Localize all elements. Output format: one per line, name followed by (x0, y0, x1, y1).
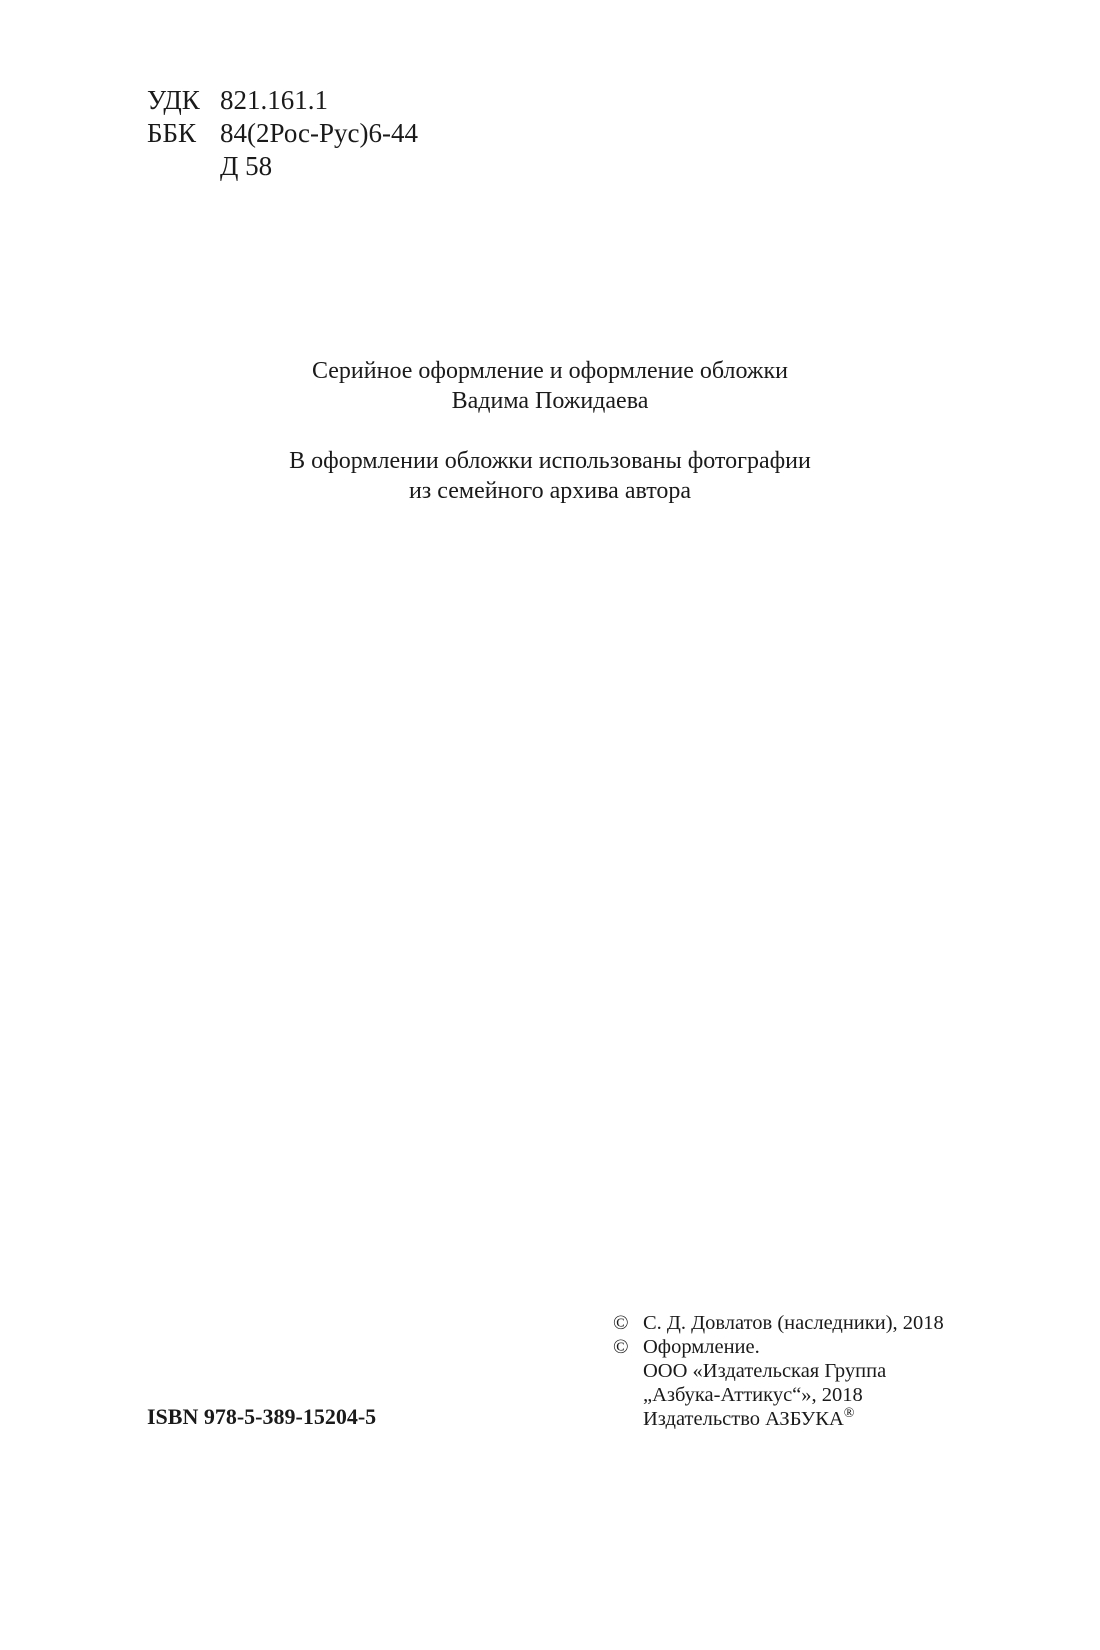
copyright-symbol: © (613, 1336, 629, 1358)
design-credit (0, 356, 1100, 416)
copyright-block (613, 1311, 944, 1431)
bbk-value: 84(2Рос-Рус)6-44 (220, 118, 418, 148)
udk-row (147, 84, 418, 117)
copyright-design: Оформление. (643, 1336, 760, 1358)
author-mark-row (147, 150, 418, 183)
registered-mark-icon: ® (843, 1406, 855, 1422)
copyright-symbol: © (613, 1312, 629, 1334)
author-mark: Д 58 (220, 151, 273, 181)
udk-value: 821.161.1 (220, 85, 328, 115)
classification-block (147, 84, 418, 183)
photo-credit (0, 446, 1100, 506)
design-credit-line-1: Серийное оформление и оформление обложки (311, 358, 789, 384)
bbk-row (147, 117, 418, 150)
copyright-publisher-line-1: ООО «Издательская Группа (643, 1360, 887, 1382)
photo-credit-line-2: из семейного архива автора (408, 478, 692, 504)
photo-credit-line-1: В оформлении обложки использованы фотографии (289, 448, 811, 474)
bbk-label: ББК (147, 118, 197, 148)
udk-label: УДК (147, 85, 200, 115)
copyright-publisher-line-2: „Азбука-Аттикус“», 2018 (643, 1384, 863, 1406)
copyright-imprint: Издательство АЗБУКА (643, 1408, 844, 1430)
design-credit-line-2: Вадима Пожидаева (451, 388, 649, 414)
copyright-design-row (613, 1335, 944, 1359)
copyright-imprint-row (613, 1407, 944, 1431)
isbn: ISBN 978-5-389-15204-5 (147, 1404, 377, 1429)
copyright-author-row (613, 1311, 944, 1335)
copyright-author: С. Д. Довлатов (наследники), 2018 (643, 1312, 944, 1334)
